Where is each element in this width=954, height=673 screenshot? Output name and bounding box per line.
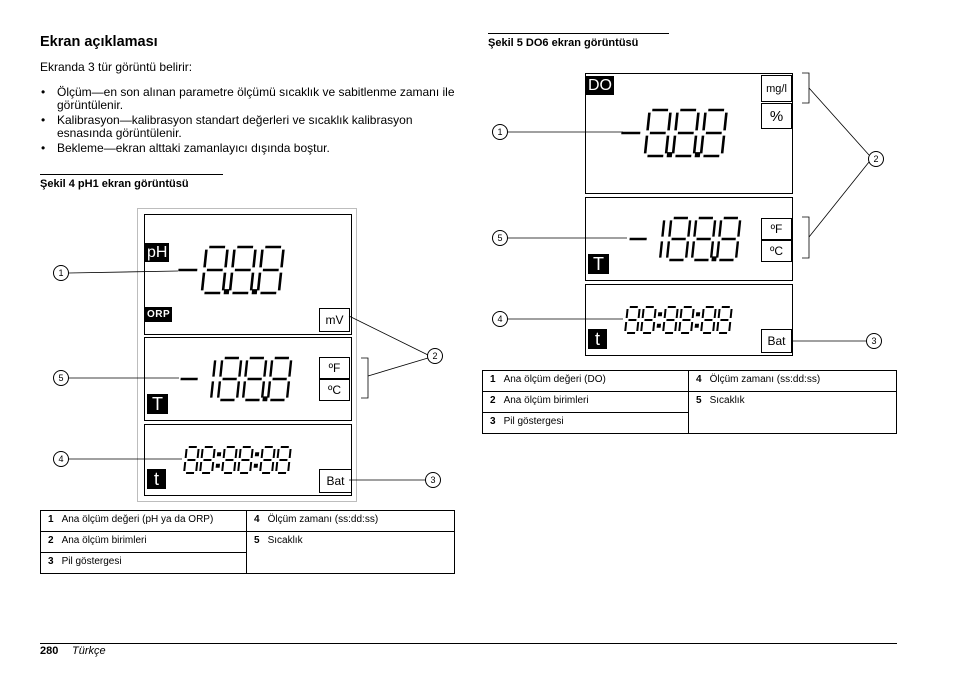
legend-cell: 1 Ana ölçüm değeri (pH ya da ORP): [41, 511, 247, 532]
bullet-item: • Ölçüm—en son alınan parametre ölçümü sıcaklık ve sabitlenme zamanı ile görüntülenir.: [40, 86, 460, 112]
do-temperature-panel: [585, 197, 793, 281]
do-timer-digits: [624, 305, 754, 337]
legend-cell: 3 Pil göstergesi: [483, 413, 689, 434]
legend-cell: 4 Ölçüm zamanı (ss:dd:ss): [247, 511, 455, 532]
battery-indicator: Bat: [319, 469, 352, 493]
legend-cell: 2 Ana ölçüm birimleri: [483, 392, 689, 413]
footer-rule: [40, 643, 897, 644]
do-callout-1: 1: [492, 124, 508, 140]
section-heading: Ekran açıklaması: [40, 34, 158, 50]
page-number: 280: [40, 645, 59, 657]
do-timer-panel: [585, 284, 793, 356]
temperature-panel: [144, 337, 352, 421]
legend-cell: 1 Ana ölçüm değeri (DO): [483, 371, 689, 392]
do-indicator: DO: [588, 77, 612, 94]
temperature-indicator: T: [147, 394, 168, 414]
callout-3: 3: [425, 472, 441, 488]
do-unit-celsius-box: ºC: [761, 240, 792, 262]
figure-4-legend: [40, 510, 455, 574]
time-indicator: t: [147, 469, 166, 489]
legend-cell: 3 Pil göstergesi: [41, 553, 247, 574]
unit-percent-box: %: [761, 103, 792, 129]
do-callout-5: 5: [492, 230, 508, 246]
main-reading-digits: [177, 245, 307, 301]
main-reading-panel: [144, 214, 352, 335]
bullet-item: • Bekleme—ekran alttaki zamanlayıcı dışında boştur.: [40, 142, 460, 155]
figure-4-title: Şekil 4 pH1 ekran görüntüsü: [40, 174, 223, 190]
timer-digits: [183, 445, 313, 477]
callout-4: 4: [53, 451, 69, 467]
do-unit-fahrenheit-box: ºF: [761, 218, 792, 240]
do-main-digits: [620, 108, 750, 164]
unit-mv-box: mV: [319, 308, 350, 332]
unit-mgl-box: mg/l: [761, 75, 792, 102]
unit-fahrenheit-box: ºF: [319, 357, 350, 379]
legend-cell: 5 Sıcaklık: [689, 392, 897, 434]
orp-indicator: ORP: [147, 309, 171, 320]
legend-cell: 5 Sıcaklık: [247, 532, 455, 574]
intro-text: Ekranda 3 tür görüntü belirir:: [40, 60, 193, 74]
timer-panel: [144, 424, 352, 496]
do-temperature-indicator: T: [588, 254, 609, 274]
do-main-panel: [585, 73, 793, 194]
unit-celsius-box: ºC: [319, 379, 350, 401]
do-callout-2: 2: [868, 151, 884, 167]
bullet-item: • Kalibrasyon—kalibrasyon standart değerleri ve sıcaklık kalibrasyon esnasında görüntülenir.: [40, 114, 460, 140]
temperature-digits: [179, 356, 309, 404]
do-temperature-digits: [628, 216, 758, 264]
do-time-indicator: t: [588, 329, 607, 349]
do-callout-3: 3: [866, 333, 882, 349]
do-battery-indicator: Bat: [761, 329, 792, 353]
footer-language: Türkçe: [72, 645, 106, 657]
callout-5: 5: [53, 370, 69, 386]
callout-2: 2: [427, 348, 443, 364]
legend-cell: 4 Ölçüm zamanı (ss:dd:ss): [689, 371, 897, 392]
ph-indicator: pH: [147, 244, 168, 261]
figure-5-title: Şekil 5 DO6 ekran görüntüsü: [488, 33, 669, 49]
figure-5-legend: [482, 370, 897, 434]
bullet-list: [40, 86, 460, 157]
legend-cell: 2 Ana ölçüm birimleri: [41, 532, 247, 553]
do-callout-4: 4: [492, 311, 508, 327]
callout-1: 1: [53, 265, 69, 281]
